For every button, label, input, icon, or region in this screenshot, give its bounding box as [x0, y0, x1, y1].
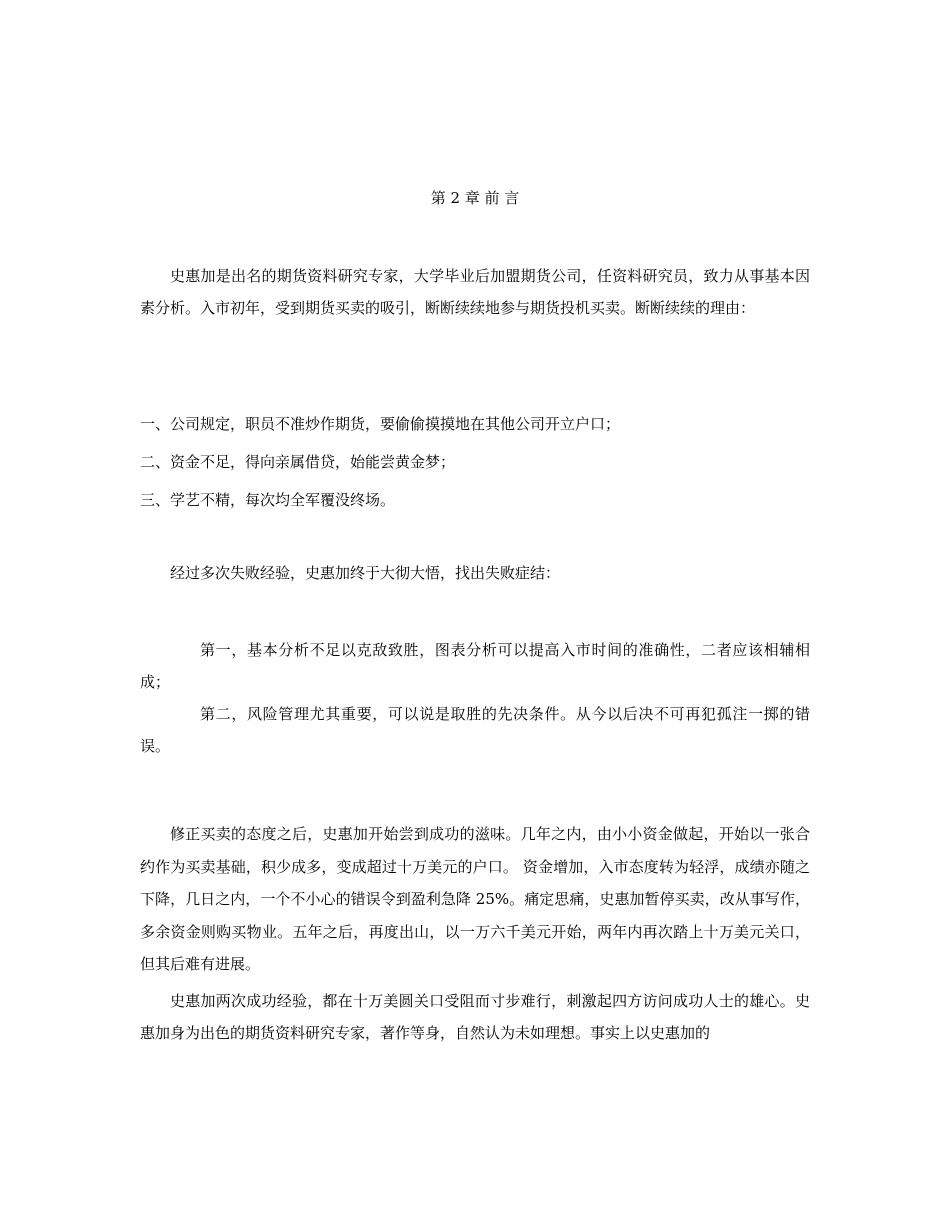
- chapter-title: 第 2 章 前 言: [430, 189, 520, 207]
- lesson-item: 第一，基本分析不足以克敌致胜，图表分析可以提高入市时间的准确性，二者应该相辅相成；: [140, 641, 810, 691]
- lessons-list: [140, 634, 810, 762]
- story-paragraph: 修正买卖的态度之后，史惠加开始尝到成功的滋味。几年之内，由小小资金做起，开始以一张合约作为买卖基础，积少成多，变成超过十万美元的户口。 资金增加，入市态度转为轻浮，成绩亦随之下降，几日之内，一个不小心的错误令到盈利急降 25%。痛定思痛，史惠加暂停买卖，改从事写作，多余资金则购买物业。五年之后，再度出山，以一万六千美元开始，两年内再次踏上十万美元关口，但其后难有进展。: [140, 825, 810, 973]
- lesson-intro-paragraph: [140, 557, 810, 589]
- reason-item: 三、学艺不精，每次均全军覆没终场。: [140, 491, 396, 509]
- story-section: [140, 818, 810, 1050]
- reasons-list: [140, 405, 810, 519]
- intro-paragraph: [140, 260, 810, 324]
- reason-item: 二、资金不足，得向亲属借贷，始能尝黄金梦；: [140, 453, 456, 471]
- reason-item: 一、公司规定，职员不准炒作期货，要偷偷摸摸地在其他公司开立户口；: [140, 415, 621, 433]
- lesson-intro-text: 经过多次失败经验，史惠加终于大彻大悟，找出失败症结：: [170, 564, 561, 582]
- story-paragraph: 史惠加两次成功经验，都在十万美圆关口受阻而寸步难行，刺激起四方访问成功人士的雄心。史惠加身为出色的期货资料研究专家，著作等身，自然认为未如理想。事实上以史惠加的: [140, 991, 810, 1042]
- intro-text: 史惠加是出名的期货资料研究专家，大学毕业后加盟期货公司，任资料研究员，致力从事基本因素分析。入市初年，受到期货买卖的吸引，断断续续地参与期货投机买卖。断断续续的理由：: [140, 267, 810, 317]
- lesson-item: 第二，风险管理尤其重要，可以说是取胜的先决条件。从今以后决不可再犯孤注一掷的错误。: [140, 705, 810, 755]
